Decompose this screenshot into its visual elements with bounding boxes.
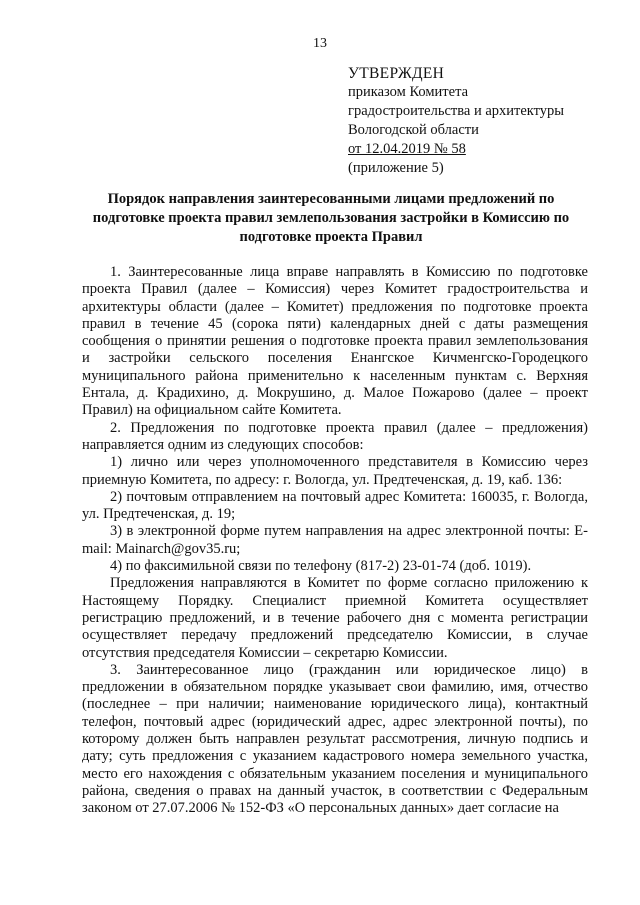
approval-title: УТВЕРЖДЕН [348,65,445,82]
page-number: 13 [313,36,327,51]
paragraph-3: 3. Заинтересованное лицо (гражданин или юридическое лицо) в предложении в обязательном порядке указывает свои фамилию, имя, отчество (последнее – при наличии; наименование юридического лица), контактный телефон, почтовый адрес (юридический адрес, адрес электронной почты), по которому должен быть направлен результат рассмотрения, личную подпись и дату; суть предложения с указанием кадастрового номера земельного участка, место его нахождения с обязательным указанием поселения и муниципального района, сведения о правах на данный участок, в соответствии с Федеральным законом от 27.07.2006 № 152-ФЗ «О персональных данных» дает согласие на [82,661,588,817]
paragraph-1: 1. Заинтересованные лица вправе направлять в Комиссию по подготовке проекта Правил (далее – Комиссия) через Комитет градостроительства и архитектуры области (далее – Комитет) предложения по подготовке проекта правил в течение 45 (сорока пяти) календарных дней с даты размещения сообщения о принятии решения о подготовке проекта правил землепользования и застройки сельского поселения Енангское Кичменгско-Городецкого муниципального района применительно к населенным пунктам с. Верхняя Ентала, д. Крадихино, д. Мокрушино, д. Малое Пожарово (далее – проект Правил) на официальном сайте Комитета. [82,264,588,419]
approval-line-3: Вологодской области [348,122,479,138]
document-title: Порядок направления заинтересованными лицами предложений по подготовке проекта правил землепользования застройки в Комиссию по подготовке проекта Правил [92,191,570,245]
paragraph-2-item-2: 2) почтовым отправлением на почтовый адрес Комитета: 160035, г. Вологда, ул. Предтеченская, д. 19; [82,488,588,523]
approval-line-2: градостроительства и архитектуры [348,103,565,119]
paragraph-2: 2. Предложения по подготовке проекта правил (далее – предложения) направляется одним из следующих способов: [82,419,588,453]
approval-appendix: (приложение 5) [348,160,444,176]
document-body [82,264,588,818]
approval-line-1: приказом Комитета [348,84,469,100]
paragraph-2-item-1: 1) лично или через уполномоченного представителя в Комиссию через приемную Комитета, по адресу: г. Вологда, ул. Предтеченская, д. 19, каб. 136: [82,454,588,488]
approval-stamp [348,64,628,178]
approval-date-number: от 12.04.2019 № 58 [348,141,466,157]
paragraph-2-item-3: 3) в электронной форме путем направления на адрес электронной почты: E-mail: Mainarch@gov35.ru; [82,523,588,557]
paragraph-2-note: Предложения направляются в Комитет по форме согласно приложению к Настоящему Порядку. Специалист приемной Комитета осуществляет регистрацию предложений, и в течение рабочего дня с момента регистрации осуществляет передачу предложений председателю Комиссии, в случае отсутствия председателя Комиссии – секретарю Комиссии. [82,575,588,661]
paragraph-2-item-4: 4) по факсимильной связи по телефону (817-2) 23-01-74 (доб. 1019). [110,558,532,575]
